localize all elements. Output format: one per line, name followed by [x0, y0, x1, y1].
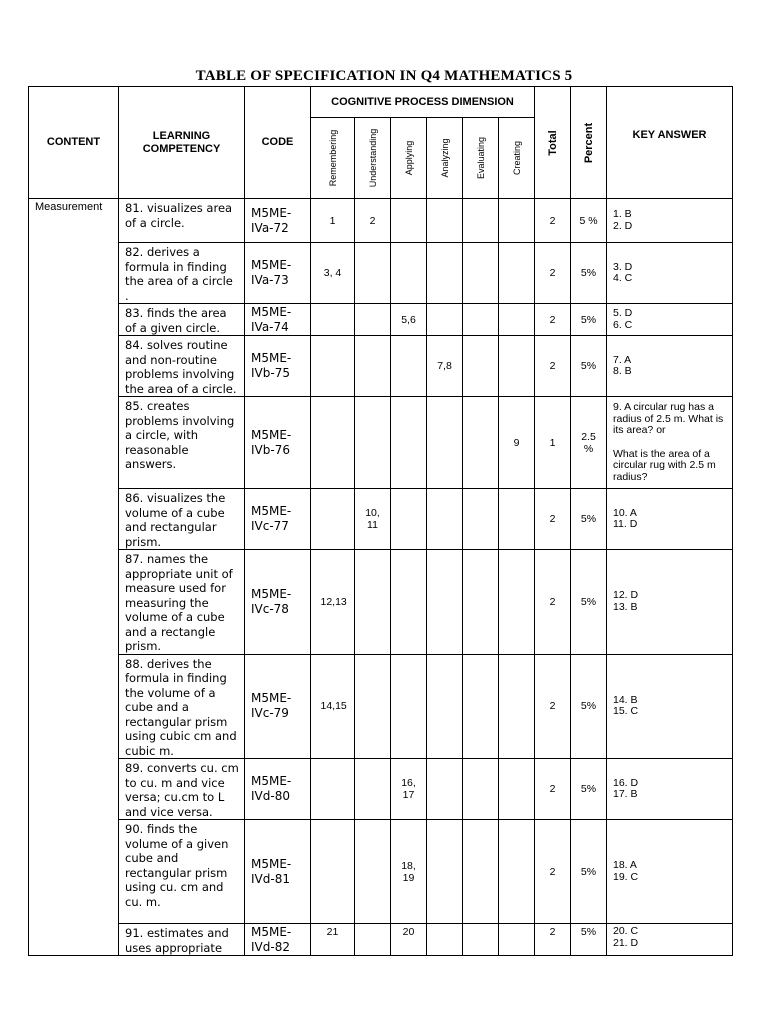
header-level-evaluating	[463, 118, 499, 199]
level-cell	[499, 489, 535, 550]
percent-value: 5%	[580, 313, 597, 326]
percent-cell	[571, 243, 607, 304]
competency-cell: 82. derives a formula in finding the area of a circle .	[119, 243, 245, 304]
key-answer-line: 6. C	[613, 318, 633, 331]
level-cell	[463, 199, 499, 243]
level-cell	[499, 820, 535, 924]
level-cell	[463, 243, 499, 304]
total-cell: 2	[535, 924, 571, 956]
level-cell	[463, 304, 499, 336]
table-row	[29, 336, 733, 397]
level-cell	[391, 397, 427, 489]
header-key: KEY ANSWER	[607, 87, 733, 199]
level-cell	[391, 654, 427, 759]
level-cell	[427, 820, 463, 924]
percent-value: 5%	[580, 700, 597, 713]
level-cell	[391, 243, 427, 304]
level-value: 5,6	[401, 313, 416, 326]
key-answer-line: 10. A	[613, 506, 637, 519]
percent-value: 5%	[580, 926, 597, 938]
percent-cell	[571, 397, 607, 489]
percent-value: 5%	[580, 513, 597, 525]
table-row	[29, 489, 733, 550]
level-cell	[391, 304, 427, 336]
key-answer-line: 1. B	[613, 208, 632, 220]
code-cell	[245, 759, 311, 820]
competency-cell: 91. estimates and uses appropriate	[119, 924, 245, 956]
level-cell	[427, 924, 463, 956]
level-cell	[311, 243, 355, 304]
level-cell	[355, 759, 391, 820]
level-cell	[311, 199, 355, 243]
level-value: 3, 4	[323, 267, 342, 279]
key-answer-line: 18. A	[613, 859, 637, 871]
level-cell	[427, 759, 463, 820]
level-cell	[427, 243, 463, 304]
code-cell	[245, 304, 311, 336]
percent-cell	[571, 336, 607, 397]
percent-cell	[571, 199, 607, 243]
code-text: M5ME-IVc-78	[251, 586, 292, 616]
level-cell	[355, 924, 391, 956]
key-answer-cell	[607, 243, 733, 304]
table-row	[29, 820, 733, 924]
header-level-applying	[391, 118, 427, 199]
key-answer-line: 16. D	[613, 776, 639, 789]
level-cell	[311, 336, 355, 397]
level-cell	[463, 759, 499, 820]
key-answer-line: 13. B	[613, 600, 638, 613]
key-answer-line: 12. D	[613, 589, 639, 602]
key-answer-cell	[607, 550, 733, 655]
percent-value: 5%	[580, 360, 597, 372]
level-cell	[391, 199, 427, 243]
percent-cell	[571, 489, 607, 550]
code-cell	[245, 924, 311, 956]
code-text: M5ME-IVc-79	[251, 691, 292, 721]
total-cell: 2	[535, 820, 571, 924]
level-cell	[355, 336, 391, 397]
table-row	[29, 304, 733, 336]
key-answer-line: 3. D	[613, 260, 633, 273]
key-answer-line: 9. A circular rug has a radius of 2.5 m. What is its area? or	[613, 401, 724, 436]
level-label: Evaluating	[475, 136, 486, 180]
level-cell	[499, 243, 535, 304]
percent-value: 5%	[580, 865, 597, 878]
level-label: Remembering	[327, 129, 338, 187]
level-value: 16, 17	[401, 777, 416, 801]
level-cell	[463, 654, 499, 759]
code-cell	[245, 243, 311, 304]
percent-cell	[571, 654, 607, 759]
total-cell: 2	[535, 654, 571, 759]
table-row	[29, 759, 733, 820]
level-cell	[391, 924, 427, 956]
level-cell	[355, 550, 391, 655]
level-cell	[355, 243, 391, 304]
level-cell	[311, 489, 355, 550]
percent-value: 5%	[580, 783, 597, 795]
table-row	[29, 654, 733, 759]
table-row	[29, 243, 733, 304]
key-answer-cell	[607, 199, 733, 243]
header-competency-label: LEARNING COMPETENCY	[142, 129, 221, 155]
code-text: M5ME-IVa-72	[251, 205, 292, 235]
level-cell	[463, 397, 499, 489]
total-cell: 2	[535, 199, 571, 243]
key-answer-cell	[607, 336, 733, 397]
competency-cell: 85. creates problems involving a circle, with reasonable answers.	[119, 397, 245, 489]
key-answer-line: 2. D	[613, 219, 633, 232]
key-answer-cell	[607, 397, 733, 489]
percent-cell	[571, 304, 607, 336]
total-cell: 2	[535, 489, 571, 550]
level-value: 12,13	[320, 595, 347, 608]
code-cell	[245, 199, 311, 243]
key-answer-line: 7. A	[613, 353, 632, 366]
table-row	[29, 397, 733, 489]
key-answer-line: 8. B	[613, 365, 632, 377]
code-text: M5ME-IVb-75	[251, 351, 292, 380]
competency-cell: 81. visualizes area of a circle.	[119, 199, 245, 243]
key-answer-line: 14. B	[613, 693, 638, 706]
percent-cell	[571, 924, 607, 956]
header-cognitive: COGNITIVE PROCESS DIMENSION	[311, 87, 535, 118]
code-cell	[245, 550, 311, 655]
table-row	[29, 199, 733, 243]
level-value: 7,8	[437, 360, 452, 372]
level-cell	[499, 304, 535, 336]
header-content: CONTENT	[29, 87, 119, 199]
level-cell	[311, 397, 355, 489]
code-cell	[245, 654, 311, 759]
percent-value: 5%	[580, 595, 597, 608]
level-cell	[499, 199, 535, 243]
level-value: 10, 11	[365, 507, 380, 531]
level-cell	[391, 489, 427, 550]
level-cell	[463, 336, 499, 397]
level-cell	[427, 336, 463, 397]
competency-cell: 84. solves routine and non-routine problems involving the area of a circle.	[119, 336, 245, 397]
key-answer-cell	[607, 489, 733, 550]
level-cell	[391, 820, 427, 924]
level-value: 20	[402, 926, 415, 938]
code-text: M5ME-IVb-76	[251, 427, 292, 457]
competency-cell: 83. finds the area of a given circle.	[119, 304, 245, 336]
header-level-remembering	[311, 118, 355, 199]
competency-cell: 89. converts cu. cm to cu. m and vice versa; cu.cm to L and vice versa.	[119, 759, 245, 820]
level-cell	[311, 550, 355, 655]
total-cell: 2	[535, 243, 571, 304]
level-cell	[499, 397, 535, 489]
level-cell	[427, 654, 463, 759]
code-cell	[245, 336, 311, 397]
code-cell	[245, 489, 311, 550]
level-cell	[463, 550, 499, 655]
code-text: M5ME-IVd-81	[251, 856, 292, 886]
page-title: TABLE OF SPECIFICATION IN Q4 MATHEMATICS 5	[195, 68, 573, 84]
level-cell	[391, 550, 427, 655]
competency-cell: 88. derives the formula in finding the volume of a cube and a rectangular prism using cubic cm and cubic m.	[119, 654, 245, 759]
level-cell	[427, 489, 463, 550]
percent-cell	[571, 759, 607, 820]
level-cell	[355, 489, 391, 550]
level-value: 2	[369, 214, 376, 227]
code-cell	[245, 397, 311, 489]
percent-cell	[571, 820, 607, 924]
code-text: M5ME-IVd-82	[251, 924, 292, 954]
level-cell	[463, 820, 499, 924]
code-text: M5ME-IVa-73	[251, 258, 292, 287]
table-body	[29, 199, 733, 956]
table-row	[29, 550, 733, 655]
level-cell	[311, 820, 355, 924]
key-answer-cell	[607, 820, 733, 924]
level-cell	[463, 924, 499, 956]
level-cell	[355, 654, 391, 759]
header-total-label: Total	[546, 129, 559, 156]
level-label: Creating	[511, 140, 522, 176]
total-cell: 1	[535, 397, 571, 489]
key-answer-line: 20. C	[613, 925, 639, 937]
level-cell	[355, 397, 391, 489]
key-answer-line: 15. C	[613, 705, 639, 718]
percent-value: 5 %	[579, 214, 598, 227]
level-label: Analyzing	[439, 138, 450, 178]
level-cell	[499, 924, 535, 956]
level-cell	[427, 199, 463, 243]
header-level-analyzing	[427, 118, 463, 199]
level-cell	[499, 759, 535, 820]
header-total	[535, 87, 571, 199]
key-answer-line: What is the area of a circular rug with 2.5 m radius?	[613, 447, 716, 483]
level-label: Applying	[403, 140, 414, 176]
code-text: M5ME-IVc-77	[251, 504, 292, 533]
key-answer-line: 4. C	[613, 272, 633, 284]
code-text: M5ME-IVd-80	[251, 774, 292, 803]
level-cell	[355, 820, 391, 924]
level-cell	[311, 304, 355, 336]
level-cell	[499, 336, 535, 397]
key-answer-cell	[607, 924, 733, 956]
code-cell	[245, 820, 311, 924]
level-value: 21	[326, 926, 339, 938]
specification-table	[28, 86, 733, 956]
level-value: 18, 19	[401, 859, 416, 884]
competency-cell: 87. names the appropriate unit of measure used for measuring the volume of a cube and a rectangle prism.	[119, 550, 245, 655]
level-cell	[427, 397, 463, 489]
key-answer-cell	[607, 654, 733, 759]
total-cell: 2	[535, 550, 571, 655]
header-percent-label: Percent	[582, 122, 595, 163]
level-value: 1	[329, 214, 336, 227]
content-cell: Measurement	[29, 199, 119, 956]
total-cell: 2	[535, 304, 571, 336]
percent-value: 5%	[580, 267, 597, 279]
level-cell	[463, 489, 499, 550]
level-value: 14,15	[320, 700, 347, 713]
level-cell	[355, 199, 391, 243]
percent-cell	[571, 550, 607, 655]
key-answer-line: 21. D	[613, 936, 639, 949]
key-answer-cell	[607, 304, 733, 336]
level-label: Understanding	[367, 128, 378, 188]
level-cell	[391, 336, 427, 397]
level-cell	[355, 304, 391, 336]
key-answer-line: 11. D	[613, 518, 638, 530]
level-value: 9	[513, 436, 520, 449]
header-code: CODE	[245, 87, 311, 199]
key-answer-line: 17. B	[613, 788, 638, 800]
level-cell	[427, 304, 463, 336]
table-row	[29, 924, 733, 956]
code-text: M5ME-IVa-74	[251, 304, 292, 334]
percent-value: 2.5 %	[581, 430, 596, 455]
level-cell	[311, 924, 355, 956]
header-percent	[571, 87, 607, 199]
key-answer-line: 5. D	[613, 307, 633, 319]
level-cell	[311, 759, 355, 820]
level-cell	[391, 759, 427, 820]
competency-cell: 90. finds the volume of a given cube and rectangular prism using cu. cm and cu. m.	[119, 820, 245, 924]
level-cell	[427, 550, 463, 655]
header-competency	[119, 87, 245, 199]
header-level-understanding	[355, 118, 391, 199]
total-cell: 2	[535, 336, 571, 397]
level-cell	[499, 654, 535, 759]
competency-cell: 86. visualizes the volume of a cube and rectangular prism.	[119, 489, 245, 550]
level-cell	[499, 550, 535, 655]
level-cell	[311, 654, 355, 759]
header-level-creating	[499, 118, 535, 199]
key-answer-line: 19. C	[613, 870, 639, 883]
key-answer-cell	[607, 759, 733, 820]
total-cell: 2	[535, 759, 571, 820]
